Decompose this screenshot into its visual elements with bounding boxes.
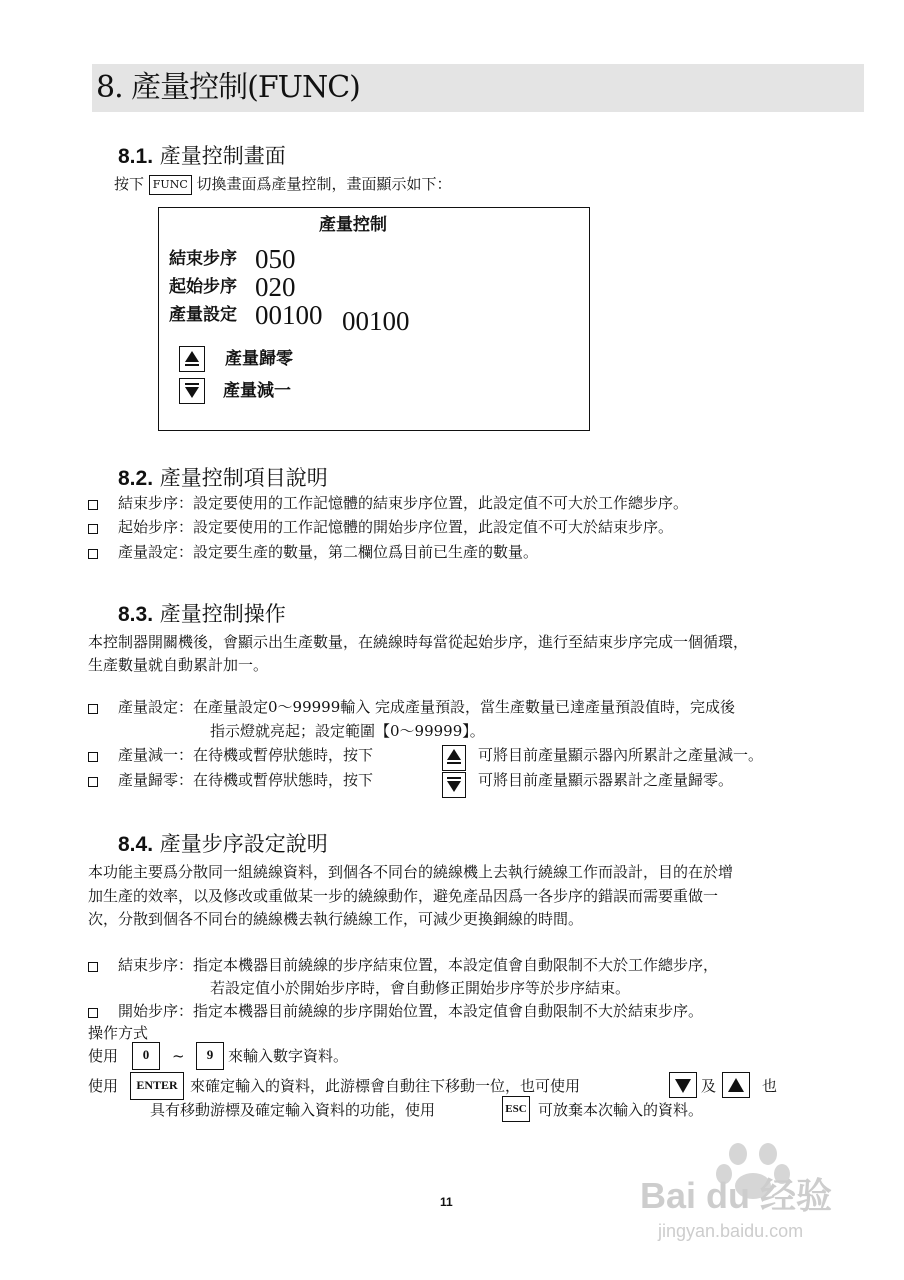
use2-mid: 來確定輸入的資料，此游標會自動往下移動一位，也可使用	[190, 1077, 581, 1095]
section-8-1-heading	[118, 142, 286, 171]
section-8-3-heading	[118, 600, 286, 629]
triangle-up-icon	[443, 746, 465, 770]
s4-para-line2: 加生產的效率，以及修改或重做某一步的繞線動作，避免產品因爲一各步序的錯誤而需要重做一	[88, 887, 719, 905]
lcd-screen-illustration	[158, 207, 590, 431]
watermark-url: jingyan.baidu.com	[658, 1221, 804, 1241]
square-bullet-icon	[88, 704, 98, 714]
triangle-down-icon	[443, 773, 465, 797]
screen-up-label: 產量歸零	[225, 349, 293, 369]
tilde: ~	[172, 1047, 185, 1065]
item-end-step: 結束步序：設定要使用的工作記憶體的結束步序位置，此設定值不可大於工作總步序。	[118, 494, 689, 512]
enter-key: ENTER	[130, 1072, 184, 1100]
op-heading: 操作方式	[88, 1024, 149, 1042]
baidu-watermark	[640, 1140, 870, 1250]
intro-pre: 按下	[114, 175, 145, 193]
section-title: 產量控制操作	[159, 602, 286, 626]
square-bullet-icon	[88, 777, 98, 787]
func-key: FUNC	[149, 175, 192, 195]
section-number: 8.3.	[118, 603, 154, 626]
triangle-down-icon	[670, 1073, 696, 1097]
section-number: 8.4.	[118, 833, 154, 856]
square-bullet-icon	[88, 549, 98, 559]
square-bullet-icon	[88, 500, 98, 510]
key-0: 0	[132, 1042, 160, 1070]
section-title: 產量控制項目說明	[159, 466, 328, 490]
key-9: 9	[196, 1042, 224, 1070]
use3-post: 可放棄本次輸入的資料。	[538, 1101, 704, 1119]
item-qty-set: 產量設定：設定要生產的數量，第二欄位爲目前已生產的數量。	[118, 543, 539, 561]
s4-end-line1: 結束步序：指定本機器目前繞線的步序結束位置，本設定值會自動限制不大於工作總步序，	[118, 956, 719, 974]
use2-pre: 使用	[88, 1077, 119, 1095]
section-number: 8.2.	[118, 467, 154, 490]
s3-dec-pre: 產量減一：在待機或暫停狀態時，按下	[118, 746, 374, 764]
square-bullet-icon	[88, 752, 98, 762]
triangle-down-icon	[180, 379, 204, 403]
s3-zero-post: 可將目前產量顯示器累計之產量歸零。	[478, 771, 734, 789]
down-key-inline	[442, 772, 466, 798]
screen-title: 產量控制	[319, 215, 387, 235]
watermark-brand: Bai du 经验	[640, 1175, 833, 1216]
section-number: 8.1.	[118, 145, 154, 168]
page-number: 11	[440, 1195, 453, 1209]
s3-qty-set-line2: 指示燈就亮起；設定範圍【0～99999】。	[210, 722, 485, 740]
s3-para-line2: 生產數量就自動累計加一。	[88, 656, 269, 674]
section-8-1-intro	[114, 174, 452, 195]
screen-end-step-value: 050	[255, 244, 296, 274]
intro-post: 切換畫面爲產量控制，畫面顯示如下：	[196, 175, 452, 193]
use3-pre: 具有移動游標及確定輸入資料的功能，使用	[150, 1101, 436, 1119]
screen-start-step-label: 起始步序	[169, 277, 237, 297]
screen-up-key	[179, 346, 205, 372]
chapter-title: 8. 產量控制(FUNC)	[96, 70, 360, 105]
triangle-up-icon	[180, 347, 204, 371]
up-key-inline	[442, 745, 466, 771]
s3-zero-pre: 產量歸零：在待機或暫停狀態時，按下	[118, 771, 374, 789]
square-bullet-icon	[88, 1008, 98, 1018]
screen-qty-set-label: 產量設定	[169, 305, 237, 325]
use2-post: 也	[762, 1077, 778, 1095]
s4-start-line: 開始步序：指定本機器目前繞線的步序開始位置，本設定值會自動限制不大於結束步序。	[118, 1002, 704, 1020]
s4-end-line2: 若設定值小於開始步序時，會自動修正開始步序等於步序結束。	[210, 979, 631, 997]
item-start-step: 起始步序：設定要使用的工作記憶體的開始步序位置，此設定值不可大於結束步序。	[118, 518, 674, 536]
section-title: 產量控制畫面	[159, 144, 286, 168]
section-8-4-heading	[118, 830, 328, 859]
up-key-inline	[722, 1072, 750, 1098]
screen-qty-set-value: 00100	[255, 300, 323, 330]
square-bullet-icon	[88, 524, 98, 534]
s3-qty-set-line1: 產量設定：在產量設定0～99999輸入 完成產量預設，當生產數量已達產量預設值時，完成後	[118, 698, 736, 716]
triangle-up-icon	[723, 1073, 749, 1097]
s3-para-line1: 本控制器開關機後，會顯示出生產數量，在繞線時每當從起始步序，進行至結束步序完成一個循環，	[88, 633, 749, 651]
use2-and: 及	[701, 1077, 717, 1095]
screen-start-step-value: 020	[255, 272, 296, 302]
esc-key: ESC	[502, 1096, 530, 1122]
section-8-2-heading	[118, 464, 328, 493]
square-bullet-icon	[88, 962, 98, 972]
s4-para-line1: 本功能主要爲分散同一組繞線資料，到個各不同台的繞線機上去執行繞線工作而設計，目的在於增	[88, 863, 734, 881]
screen-down-label: 產量減一	[223, 381, 291, 401]
use1-pre: 使用	[88, 1047, 119, 1065]
use1-post: 來輸入數字資料。	[228, 1047, 349, 1065]
screen-end-step-label: 結束步序	[169, 249, 237, 269]
down-key-inline	[669, 1072, 697, 1098]
screen-qty-produced-value: 00100	[342, 306, 410, 336]
s4-para-line3: 次，分散到個各不同台的繞線機去執行繞線工作，可減少更換銅線的時間。	[88, 910, 584, 928]
section-title: 產量步序設定說明	[159, 832, 328, 856]
screen-down-key	[179, 378, 205, 404]
s3-dec-post: 可將目前產量顯示器內所累計之產量減一。	[478, 746, 764, 764]
